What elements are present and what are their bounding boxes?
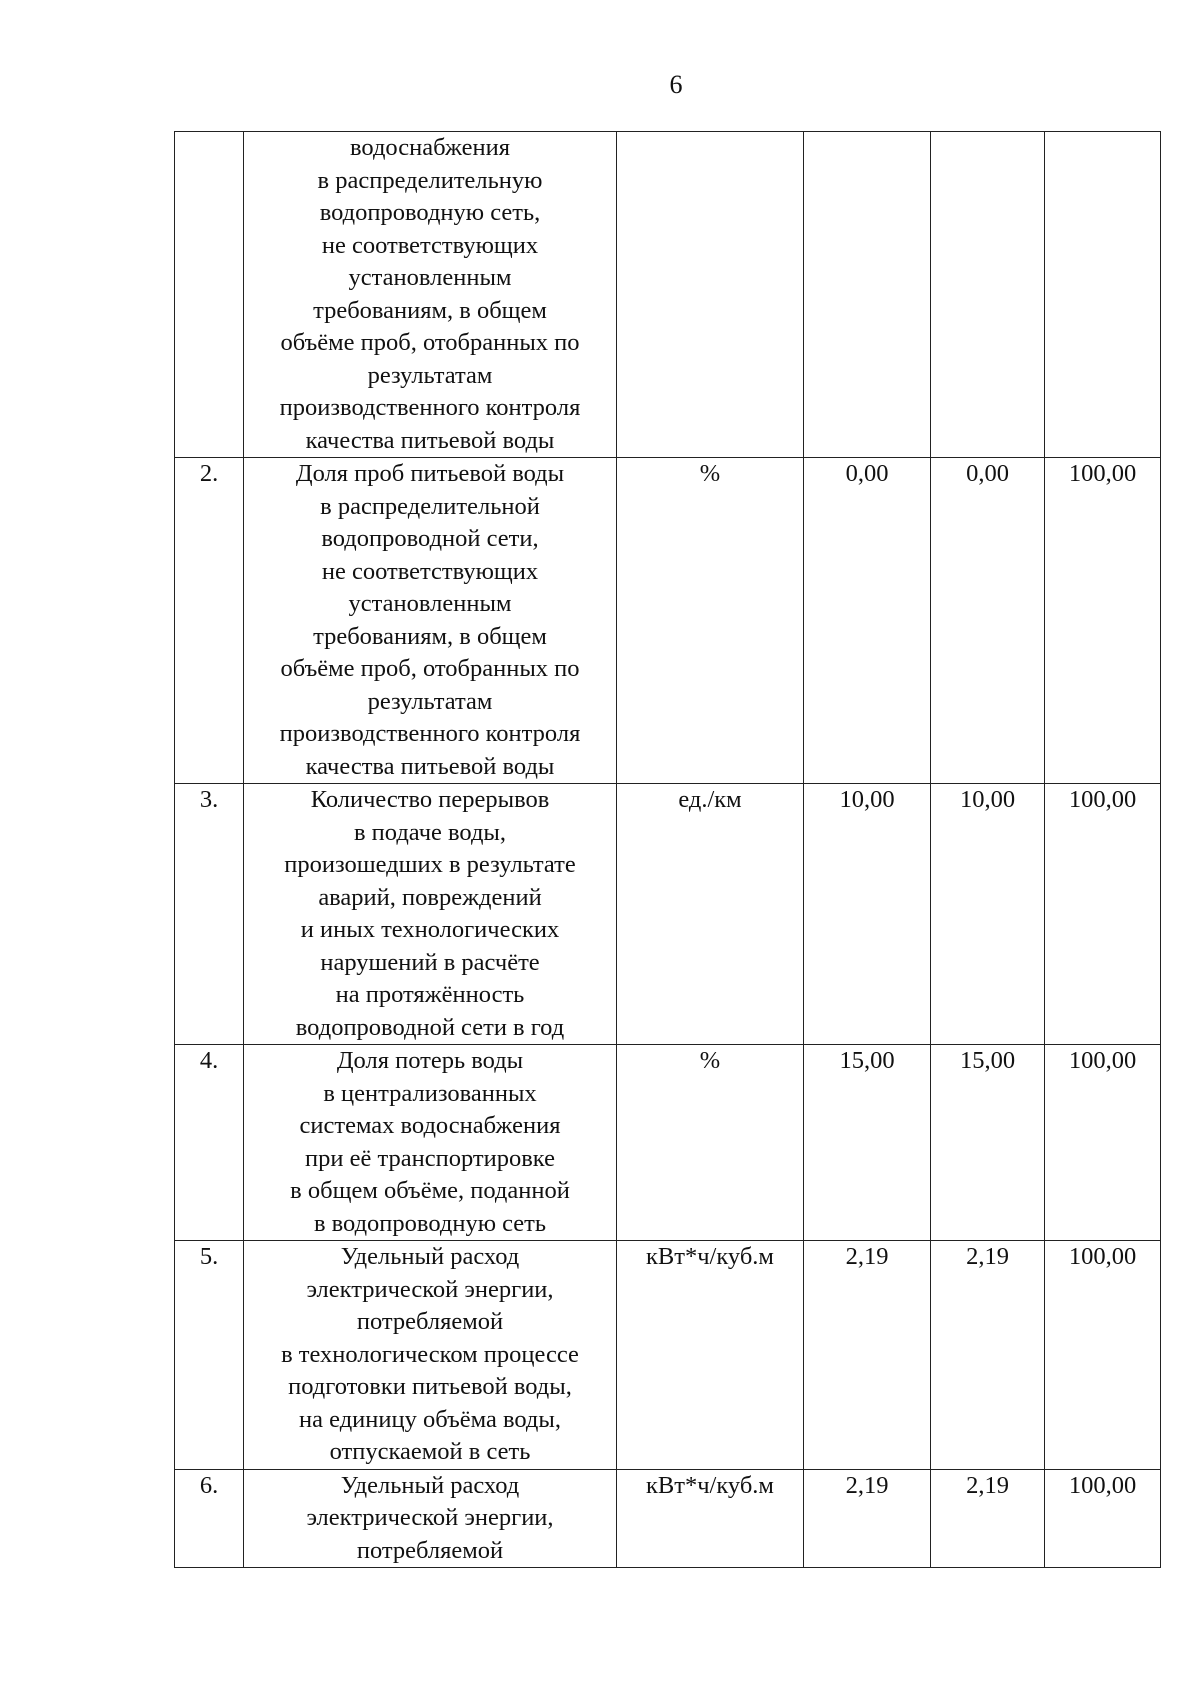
row-number: 2.: [175, 458, 244, 784]
value-cell: 100,00: [1045, 1045, 1161, 1241]
indicator-name-line: на протяжённость: [335, 981, 525, 1008]
value-cell: [931, 132, 1045, 458]
indicator-name: [244, 784, 617, 1045]
indicator-name-line: водопроводной сети,: [321, 525, 539, 552]
indicator-name-line: в распределительной: [320, 492, 540, 520]
indicator-name-line: производственного контроля: [279, 720, 581, 747]
value-cell: 100,00: [1045, 784, 1161, 1045]
value-cell: [804, 132, 931, 458]
indicator-name-line: подготовки питьевой воды,: [288, 1373, 572, 1400]
indicator-name-line: отпускаемой в сеть: [329, 1438, 531, 1465]
value-cell: 0,00: [931, 458, 1045, 784]
indicators-table: [174, 131, 1161, 1568]
indicator-name-line: водопроводной сети в год: [295, 1013, 565, 1041]
indicator-name-line: потребляемой: [356, 1536, 504, 1564]
table-row: [175, 1241, 1161, 1470]
table-row: [175, 132, 1161, 458]
table-row: [175, 1045, 1161, 1241]
indicator-name-line: требованиям, в общем: [313, 622, 547, 650]
unit-cell: %: [617, 1045, 804, 1241]
indicator-name-line: Удельный расход: [340, 1243, 520, 1270]
indicator-name: [244, 1469, 617, 1568]
indicator-name-line: установленным: [348, 264, 512, 291]
row-number: 4.: [175, 1045, 244, 1241]
indicator-name-line: электрической энергии,: [306, 1504, 554, 1531]
unit-cell: [617, 132, 804, 458]
unit-cell: кВт*ч/куб.м: [617, 1241, 804, 1470]
indicator-name-line: Удельный расход: [340, 1471, 520, 1499]
indicator-name-line: установленным: [348, 590, 512, 617]
value-cell: 2,19: [931, 1241, 1045, 1470]
unit-cell: кВт*ч/куб.м: [617, 1469, 804, 1568]
table-row: [175, 458, 1161, 784]
value-cell: 15,00: [804, 1045, 931, 1241]
indicator-name-line: произошедших в результате: [284, 851, 576, 878]
indicator-name-line: потребляемой: [356, 1308, 504, 1335]
indicator-name-line: результатам: [367, 687, 493, 715]
indicator-name-line: объёме проб, отобранных по: [280, 329, 580, 356]
table-row: [175, 1469, 1161, 1568]
unit-cell: %: [617, 458, 804, 784]
indicator-name-line: и иных технологических: [300, 916, 560, 943]
row-number: 3.: [175, 784, 244, 1045]
value-cell: 10,00: [931, 784, 1045, 1045]
indicator-name-line: электрической энергии,: [306, 1275, 554, 1303]
indicator-name-line: требованиям, в общем: [313, 296, 547, 324]
value-cell: 2,19: [804, 1241, 931, 1470]
indicator-name-line: аварий, повреждений: [318, 883, 542, 911]
page-number: 6: [669, 70, 683, 99]
indicator-name: [244, 1045, 617, 1241]
value-cell: 100,00: [1045, 458, 1161, 784]
value-cell: 0,00: [804, 458, 931, 784]
indicator-name-line: Доля проб питьевой воды: [295, 460, 565, 487]
indicator-name-line: в распределительную: [317, 166, 543, 194]
indicator-name-line: результатам: [367, 361, 493, 389]
value-cell: 100,00: [1045, 1241, 1161, 1470]
value-cell: 10,00: [804, 784, 931, 1045]
indicator-name-line: в технологическом процессе: [281, 1340, 579, 1368]
indicator-name-line: качества питьевой воды: [305, 426, 555, 454]
indicator-name-line: Доля потерь воды: [336, 1047, 524, 1074]
unit-cell: ед./км: [617, 784, 804, 1045]
indicator-name-line: Количество перерывов: [310, 786, 550, 813]
indicator-name-line: объёме проб, отобранных по: [280, 655, 580, 682]
indicator-name-line: производственного контроля: [279, 394, 581, 421]
indicator-name-line: не соответствующих: [321, 231, 539, 259]
indicator-name-line: нарушений в расчёте: [320, 948, 540, 976]
value-cell: 2,19: [804, 1469, 931, 1568]
row-number: [175, 132, 244, 458]
indicator-name-line: при её транспортировке: [305, 1144, 555, 1172]
indicator-name: [244, 1241, 617, 1470]
value-cell: 100,00: [1045, 1469, 1161, 1568]
value-cell: 2,19: [931, 1469, 1045, 1568]
indicator-name: [244, 132, 617, 458]
indicator-name-line: в подаче воды,: [353, 818, 507, 846]
indicator-name: [244, 458, 617, 784]
value-cell: [1045, 132, 1161, 458]
indicator-name-line: в общем объёме, поданной: [290, 1177, 570, 1204]
row-number: 6.: [175, 1469, 244, 1568]
indicator-name-line: качества питьевой воды: [305, 752, 555, 780]
indicator-name-line: в водопроводную сеть: [313, 1209, 547, 1237]
table-row: [175, 784, 1161, 1045]
indicator-name-line: в централизованных: [323, 1079, 537, 1107]
indicator-name-line: не соответствующих: [321, 557, 539, 585]
row-number: 5.: [175, 1241, 244, 1470]
table-body: [175, 132, 1161, 1568]
indicator-name-line: на единицу объёма воды,: [299, 1405, 561, 1433]
indicator-name-line: системах водоснабжения: [299, 1112, 561, 1139]
value-cell: 15,00: [931, 1045, 1045, 1241]
indicator-name-line: водоснабжения: [350, 134, 510, 161]
indicator-name-line: водопроводную сеть,: [319, 199, 541, 226]
